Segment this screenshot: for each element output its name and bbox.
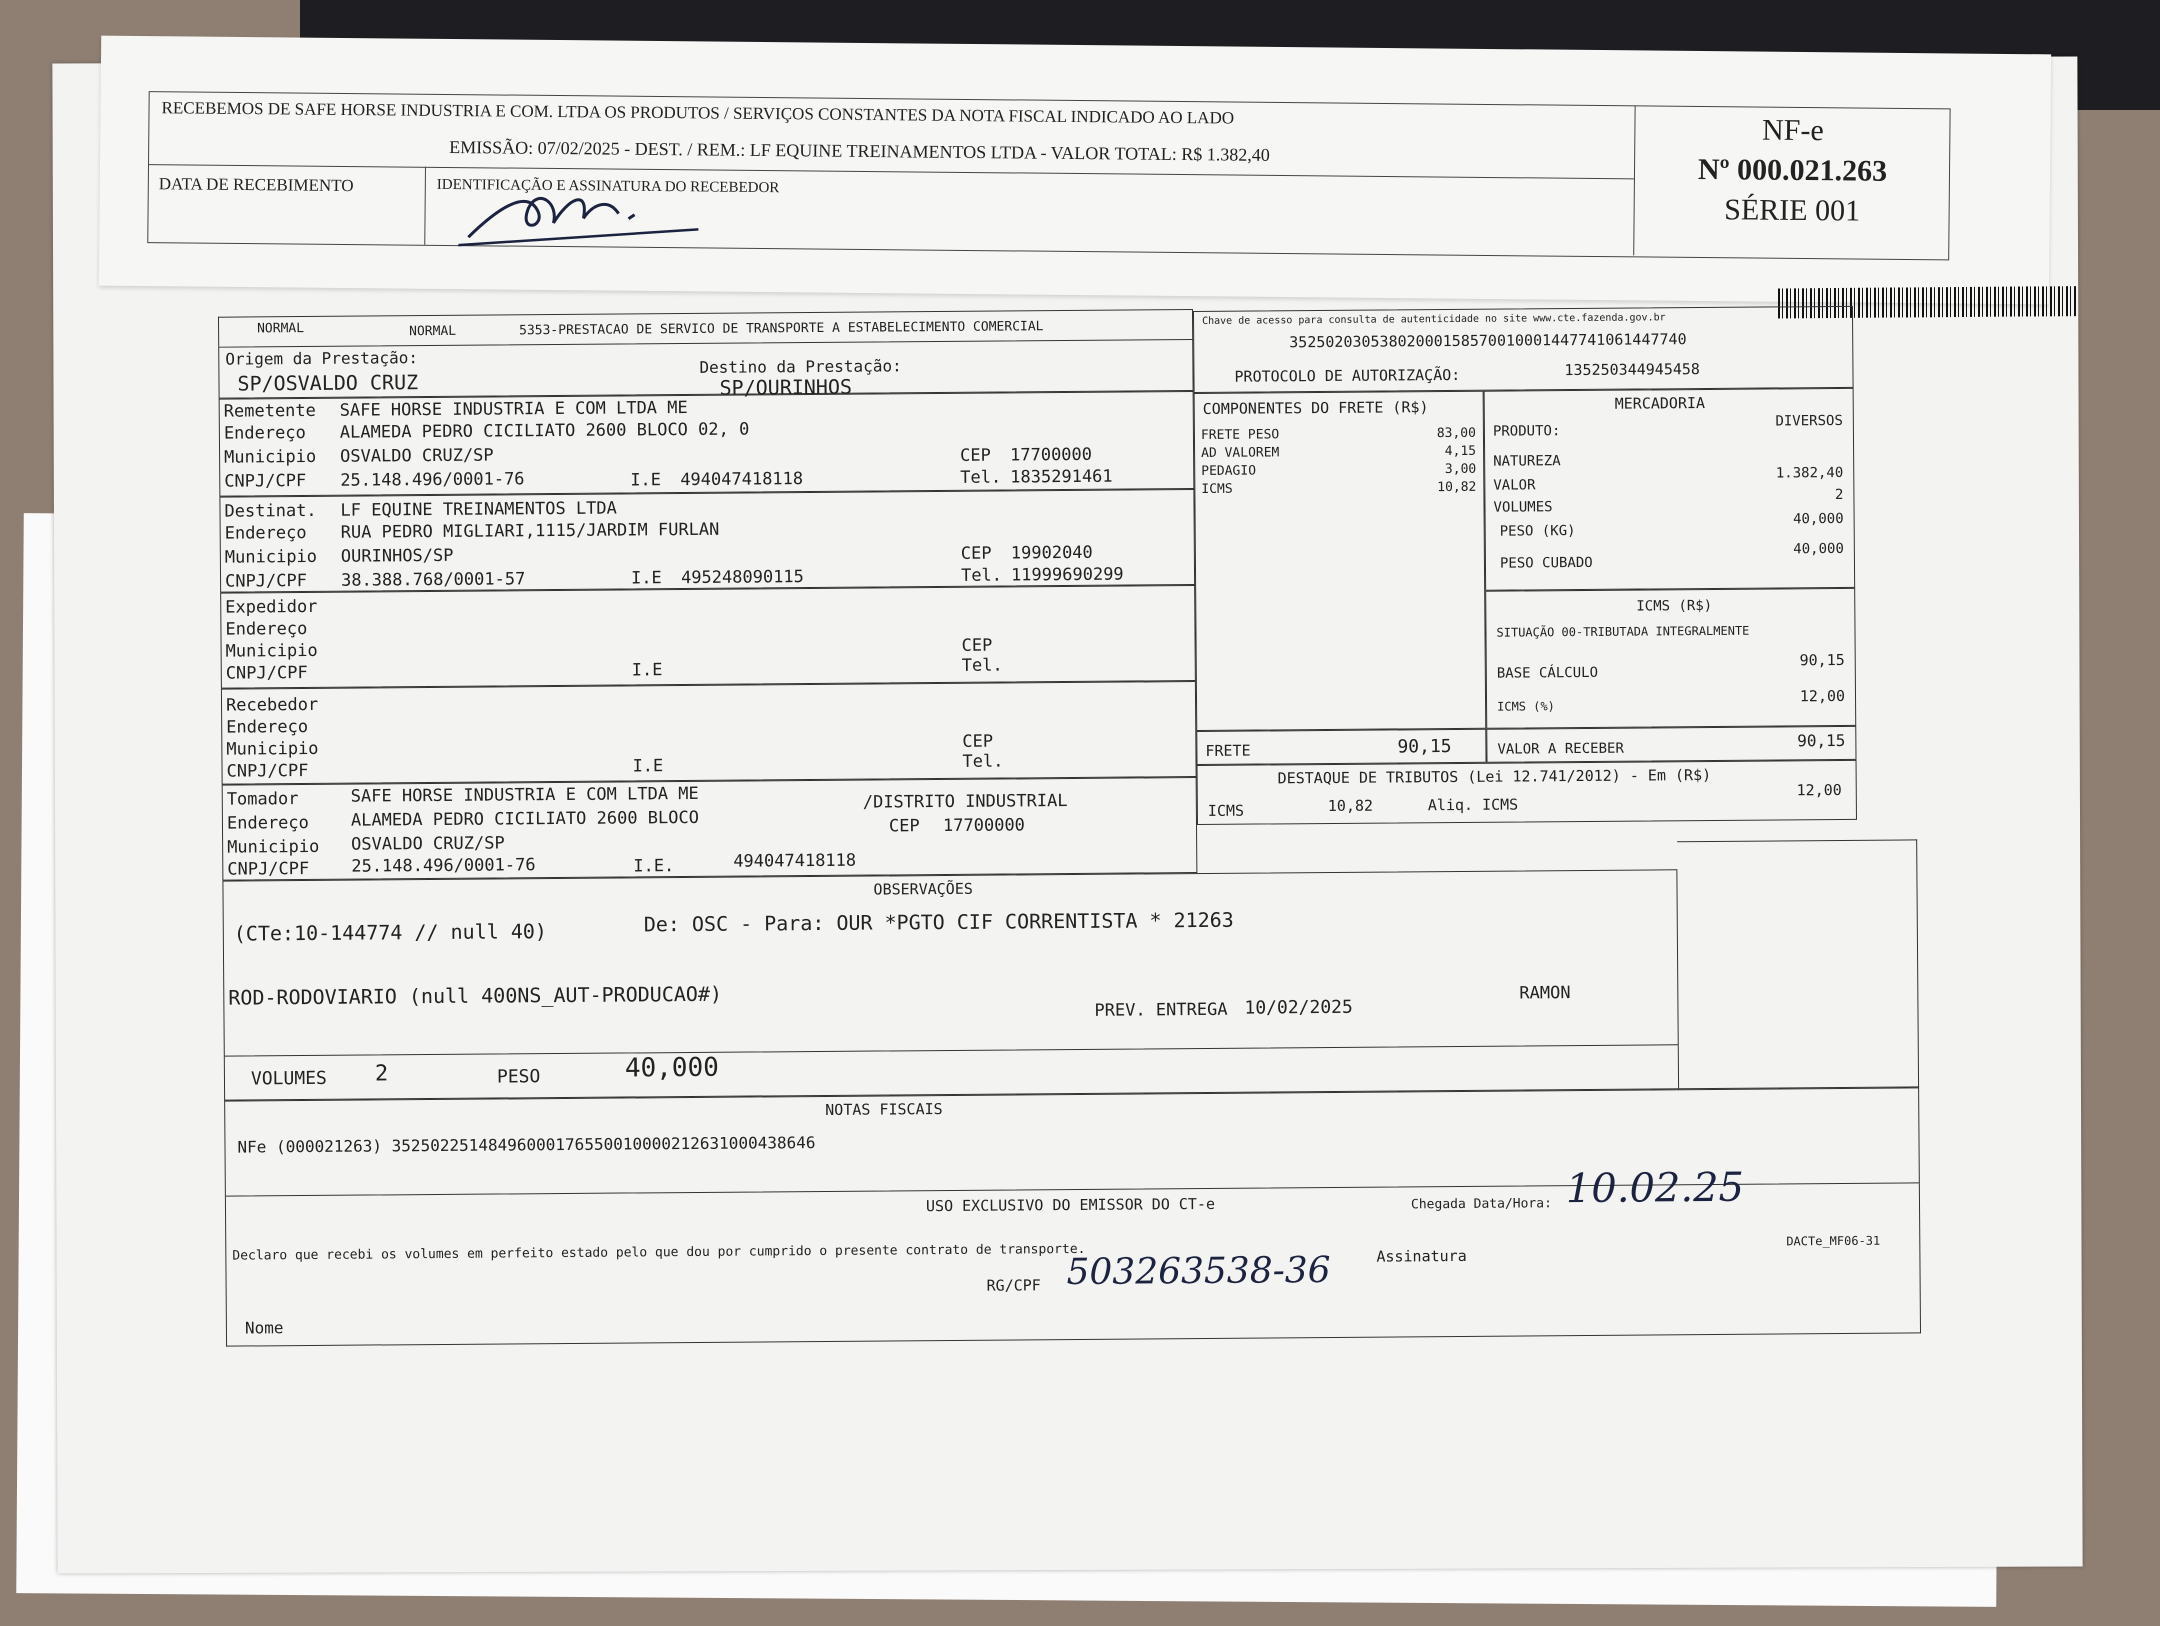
recipient-city: OURINHOS/SP <box>340 545 454 567</box>
shipper-address-label: Endereço <box>225 618 308 640</box>
freight-components-box <box>1194 391 1487 731</box>
taxes-icms-label: ICMS <box>1207 801 1245 820</box>
nfe-serie: SÉRIE 001 <box>1724 193 1861 228</box>
payer-city: OSVALDO CRUZ/SP <box>351 833 505 855</box>
shipper-tel-label: Tel. <box>961 655 1003 676</box>
cargo-weight-label: PESO (KG) <box>1499 523 1576 540</box>
icms-title: ICMS (R$) <box>1636 597 1713 615</box>
taxes-box <box>1197 760 1857 825</box>
shipper-box <box>220 585 1196 689</box>
recipient-city-label: Municipio <box>224 546 318 568</box>
destination-value: SP/OURINHOS <box>719 374 853 400</box>
cargo-box <box>1484 388 1856 591</box>
sender-name: SAFE HORSE INDUSTRIA E COM LTDA ME <box>339 398 688 421</box>
shipper-label: Expedidor <box>225 596 318 618</box>
sender-address: ALAMEDA PEDRO CICILIATO 2600 BLOCO 02, 0 <box>339 419 750 443</box>
delivery-forecast: 10/02/2025 <box>1244 996 1353 1019</box>
access-key-box <box>1193 306 1854 393</box>
volumes-label: VOLUMES <box>250 1067 327 1090</box>
payer-city-label: Municipio <box>227 836 320 858</box>
sender-label: Remetente <box>223 400 316 422</box>
payer-address: ALAMEDA PEDRO CICILIATO 2600 BLOCO <box>350 807 700 831</box>
payer-box <box>222 777 1198 881</box>
recipient-ie-label: I.E <box>630 568 662 589</box>
freight-component-value: 4,15 <box>1444 443 1477 460</box>
delivery-forecast-label: PREV. ENTREGA <box>1094 999 1228 1021</box>
freight-total-label: FRETE <box>1205 741 1251 760</box>
payer-cnpj-label: CNPJ/CPF <box>227 858 310 880</box>
icms-rate-label: ICMS (%) <box>1497 699 1555 714</box>
signature-label: Assinatura <box>1376 1246 1467 1266</box>
freight-components-title: COMPONENTES DO FRETE (R$) <box>1202 398 1429 418</box>
receiver-id-label: IDENTIFICAÇÃO E ASSINATURA DO RECEBEDOR <box>436 176 780 197</box>
receiver-city-label: Municipio <box>226 738 319 760</box>
freight-component-row <box>1201 462 1476 482</box>
shipper-cep-label: CEP <box>961 635 993 656</box>
observations-cte: (CTe:10-144774 // null 40) <box>233 919 547 946</box>
receiver-address-label: Endereço <box>226 716 309 738</box>
access-key-label: Chave de acesso para consulta de autenticidade no site www.cte.fazenda.gov.br <box>1202 312 1666 327</box>
recipient-cep-label: CEP <box>960 543 992 564</box>
freight-component-label: PEDAGIO <box>1201 463 1257 479</box>
recipient-tel-label: Tel. <box>960 565 1003 586</box>
arrival-date: 10.02.25 <box>1565 1164 1745 1213</box>
payer-cep: 17700000 <box>942 815 1025 837</box>
receipt-footer <box>225 1164 1921 1346</box>
receiver-cep-label: CEP <box>962 731 994 752</box>
sender-ie-label: I.E <box>630 470 662 491</box>
taxes-rate: 12,00 <box>1796 780 1842 800</box>
issuer-use-label: USO EXCLUSIVO DO EMISSOR DO CT-e <box>925 1194 1216 1216</box>
receiver-tel-label: Tel. <box>962 751 1004 772</box>
icms-base: 90,15 <box>1799 650 1845 670</box>
weight-label: PESO <box>496 1066 541 1088</box>
recipient-tel: 11999690299 <box>1010 564 1124 586</box>
payer-address-label: Endereço <box>226 812 309 834</box>
sender-box <box>219 391 1195 497</box>
payer-label: Tomador <box>226 789 299 810</box>
payer-ie-label: I.E. <box>633 856 675 877</box>
receiver-box <box>221 681 1197 785</box>
sender-tel: 1835291461 <box>1010 466 1113 488</box>
cargo-nature-label: NATUREZA <box>1493 453 1561 470</box>
cargo-volumes: 2 <box>1834 486 1844 503</box>
freight-component-row <box>1201 426 1476 446</box>
sender-ie: 494047418118 <box>680 469 804 491</box>
shipper-cnpj-label: CNPJ/CPF <box>225 662 308 684</box>
recipient-address: RUA PEDRO MIGLIARI,1115/JARDIM FURLAN <box>340 519 720 543</box>
shipper-ie-label: I.E <box>631 660 663 681</box>
freight-component-row <box>1201 444 1476 464</box>
destination-label: Destino da Prestação: <box>699 356 902 377</box>
sender-address-label: Endereço <box>223 423 306 444</box>
recipient-cnpj-label: CNPJ/CPF <box>224 571 308 592</box>
shipper-city-label: Municipio <box>225 640 318 662</box>
amount-due-label: VALOR A RECEBER <box>1497 740 1624 758</box>
cargo-cubed-weight-label: PESO CUBADO <box>1499 554 1593 572</box>
taxes-rate-label: Aliq. ICMS <box>1427 795 1519 815</box>
receiver-cnpj-label: CNPJ/CPF <box>226 760 309 782</box>
icms-situation: SITUAÇÃO 00-TRIBUTADA INTEGRALMENTE <box>1496 623 1750 640</box>
cargo-cubed-weight: 40,000 <box>1793 540 1844 558</box>
amount-due: 90,15 <box>1797 730 1846 751</box>
dacte-document <box>218 293 1926 1356</box>
receiver-ie-label: I.E <box>632 756 664 777</box>
observations-route: De: OSC - Para: OUR *PGTO CIF CORRENTISTA * 21263 <box>643 907 1234 937</box>
nfe-title: NF-e <box>1761 113 1824 148</box>
payer-district: /DISTRITO INDUSTRIAL <box>862 791 1068 813</box>
cargo-title: MERCADORIA <box>1614 394 1706 413</box>
protocol-label: PROTOCOLO DE AUTORIZAÇÃO: <box>1234 365 1461 386</box>
cfop-text: 5353-PRESTACAO DE SERVICO DE TRANSPORTE A ESTABELECIMENTO COMERCIAL <box>519 319 1044 339</box>
sender-city: OSVALDO CRUZ/SP <box>340 445 494 467</box>
cargo-value: 1.382,40 <box>1775 464 1844 482</box>
name-label: Nome <box>244 1318 284 1338</box>
freight-components-list <box>1201 426 1477 500</box>
freight-component-value: 3,00 <box>1444 461 1477 478</box>
freight-component-row <box>1201 480 1476 500</box>
amount-due-box <box>1486 726 1856 763</box>
recipient-address-label: Endereço <box>224 523 307 544</box>
stub-emission-text: EMISSÃO: 07/02/2025 - DEST. / REM.: LF EQUINE TREINAMENTOS LTDA - VALOR TOTAL: R$ 1.382,40 <box>449 136 1270 165</box>
sender-cep-label: CEP <box>960 445 991 466</box>
payer-ie: 494047418118 <box>733 850 857 872</box>
dacte-version: DACTe_MF06-31 <box>1786 1233 1881 1249</box>
observations-title: OBSERVAÇÕES <box>873 879 973 899</box>
receiver-label: Recebedor <box>225 694 319 716</box>
id-doc-label: RG/CPF <box>986 1276 1041 1295</box>
observations-side-box <box>1677 839 1919 1089</box>
weight-value: 40,000 <box>624 1052 719 1084</box>
taxes-title: DESTAQUE DE TRIBUTOS (Lei 12.741/2012) - Em (R$) <box>1277 765 1712 788</box>
receipt-date-label: DATA DE RECEBIMENTO <box>158 174 354 196</box>
sender-cnpj-label: CNPJ/CPF <box>224 471 307 492</box>
declaration-text: Declaro que recebi os volumes em perfeito estado pelo que dou por cumprido o presente contrato de transporte. <box>232 1241 1086 1264</box>
cte-type: NORMAL <box>409 323 457 340</box>
freight-component-label: ICMS <box>1201 481 1233 497</box>
cargo-product-value: DIVERSOS <box>1775 412 1843 430</box>
payer-name: SAFE HORSE INDUSTRIA E COM LTDA ME <box>350 783 699 807</box>
recipient-label: Destinat. <box>224 500 317 522</box>
stub-received-text: RECEBEMOS DE SAFE HORSE INDUSTRIA E COM. LTDA OS PRODUTOS / SERVIÇOS CONSTANTES DA NOTA FISCAL INDICADO AO LADO <box>161 98 1235 128</box>
sender-cnpj: 25.148.496/0001-76 <box>340 469 525 491</box>
receipt-stub <box>99 36 2051 305</box>
recipient-box <box>219 489 1195 593</box>
driver-name: RAMON <box>1519 983 1571 1004</box>
invoices-title: NOTAS FISCAIS <box>825 1100 943 1119</box>
freight-total-value: 90,15 <box>1397 736 1452 758</box>
icms-base-label: BASE CÁLCULO <box>1496 664 1599 682</box>
cargo-weight: 40,000 <box>1792 510 1844 528</box>
stub-divider-vertical <box>424 167 426 245</box>
freight-component-label: FRETE PESO <box>1200 427 1280 443</box>
stub-divider <box>149 164 1634 179</box>
nfe-number-box <box>1633 105 1950 258</box>
invoice-entry: NFe (000021263) 35250225148496000176550010000212631000438646 <box>237 1133 816 1157</box>
receiver-signature <box>458 167 719 249</box>
origin-value: SP/OSVALDO CRUZ <box>237 370 419 396</box>
payer-cnpj: 25.148.496/0001-76 <box>351 855 536 877</box>
stub-box <box>147 91 1950 260</box>
protocol-value: 135250344945458 <box>1564 360 1700 380</box>
cargo-product-label: PRODUTO: <box>1492 423 1561 440</box>
freight-component-value: 10,82 <box>1437 479 1477 496</box>
arrival-label: Chegada Data/Hora: <box>1410 1196 1552 1213</box>
observations-box <box>222 869 1678 1056</box>
icms-box <box>1485 588 1856 729</box>
recipient-ie: 495248090115 <box>680 567 804 589</box>
cargo-value-label: VALOR <box>1493 477 1536 494</box>
access-key-value: 35250203053802000158570010001447741061447740 <box>1289 330 1687 352</box>
route-box <box>218 339 1193 399</box>
sender-tel-label: Tel. <box>960 467 1002 488</box>
nfe-number: Nº 000.021.263 <box>1697 152 1888 188</box>
cargo-volumes-label: VOLUMES <box>1493 499 1553 516</box>
taxes-icms: 10,82 <box>1327 796 1374 815</box>
freight-component-label: AD VALOREM <box>1201 445 1280 461</box>
icms-rate: 12,00 <box>1799 686 1846 706</box>
volumes-value: 2 <box>374 1061 389 1087</box>
freight-total-box <box>1196 729 1486 765</box>
freight-component-value: 83,00 <box>1436 425 1476 442</box>
sender-cep: 17700000 <box>1010 444 1093 466</box>
recipient-cnpj: 38.388.768/0001-57 <box>340 569 526 591</box>
modal-type: NORMAL <box>257 321 305 337</box>
observations-modal: ROD-RODOVIARIO (null 400NS_AUT-PRODUCAO#) <box>228 981 723 1010</box>
id-doc-value: 503263538-36 <box>1066 1249 1331 1294</box>
recipient-name: LF EQUINE TREINAMENTOS LTDA <box>340 498 617 521</box>
origin-label: Origem da Prestação: <box>225 348 419 369</box>
payer-cep-label: CEP <box>888 816 920 837</box>
recipient-cep: 19902040 <box>1010 542 1093 564</box>
sender-city-label: Municipio <box>224 446 317 468</box>
